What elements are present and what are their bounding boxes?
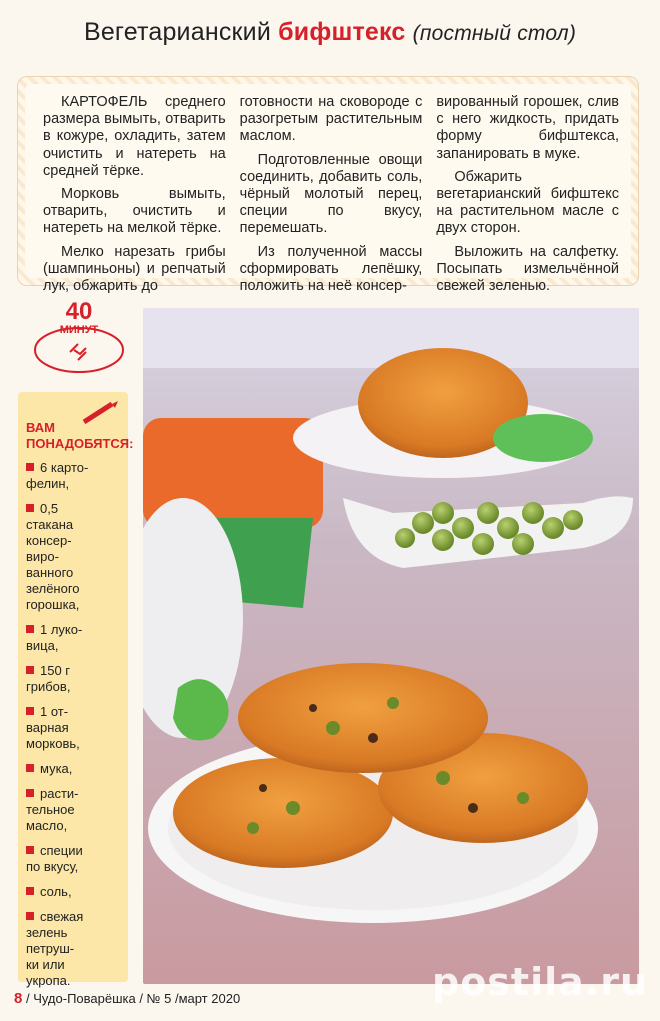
title-main: Вегетарианский <box>83 18 271 46</box>
bullet-square-icon <box>26 789 34 797</box>
recipe-column-3 <box>436 94 620 295</box>
magazine-info: / Чудо-Поварёшка / № 5 /март 2020 <box>25 991 241 1006</box>
cooking-time-badge <box>24 300 134 380</box>
title-accent: бифштекс <box>278 18 406 46</box>
bullet-square-icon <box>26 463 34 471</box>
recipe-paragraph: КАРТОФЕЛЬ среднего размера вымыть, отварить в кожуре, охладить, затем очистить и натереть на средней тёрке. <box>43 94 226 179</box>
cutlets-photo-image <box>143 308 639 984</box>
recipe-paragraph: Подготовленные овощи соединить, добавить соль, чёрный молотый перец, специи по вкусу, перемешать. <box>239 151 423 237</box>
ingredient-item: 0,5 стакана консер- виро- ванного зелёного горошка, <box>26 501 80 612</box>
recipe-paragraph: Обжарить вегетарианский бифштекс на растительном масле с двух сторон. <box>436 168 620 237</box>
ingredient-item: соль, <box>26 884 128 900</box>
watermark: postila.ru <box>432 960 649 1004</box>
ingredient-item: 150 г грибов, <box>26 663 71 694</box>
ingredient-item: 6 карто- фелин, <box>26 460 89 491</box>
bullet-square-icon <box>26 912 34 920</box>
page-title <box>0 18 660 47</box>
bullet-square-icon <box>26 764 34 772</box>
recipe-paragraph: Морковь вымыть, отварить, очистить и натереть на мелкой тёрке. <box>43 186 226 237</box>
ingredient-item: мука, <box>26 761 128 777</box>
ingredient-item: 1 от- варная морковь, <box>26 704 80 751</box>
clock-arc-icon <box>30 320 128 376</box>
recipe-paragraph: готовности на сковороде с разогретым растительным маслом. <box>239 94 423 145</box>
bullet-square-icon <box>26 666 34 674</box>
ingredients-panel <box>18 392 134 988</box>
bullet-square-icon <box>26 846 34 854</box>
bullet-square-icon <box>26 625 34 633</box>
bullet-square-icon <box>26 887 34 895</box>
bullet-square-icon <box>26 707 34 715</box>
ingredient-item: специи по вкусу, <box>26 843 83 874</box>
recipe-paragraph: Мелко нарезать грибы (шампиньоны) и репчатый лук, обжарить до <box>43 243 226 295</box>
ingredients-heading: ВАМ ПОНАДОБЯТСЯ: <box>26 420 134 451</box>
recipe-paragraph: вированный горошек, слив с него жидкость, придать форму бифштекса, запанировать в муке. <box>436 94 620 162</box>
recipe-instructions-box <box>17 76 639 295</box>
cooking-time-unit: МИНУТ <box>59 324 99 336</box>
ingredients-list <box>18 460 128 989</box>
page-number: 8 <box>14 990 23 1007</box>
title-note: (постный стол) <box>412 22 577 45</box>
recipe-column-1 <box>43 94 226 295</box>
food-photo <box>143 308 639 984</box>
ingredient-item: 1 луко- вица, <box>26 622 83 653</box>
ingredient-item: расти- тельное масло, <box>26 786 79 833</box>
bullet-square-icon <box>26 504 34 512</box>
cooking-time-value: 40 <box>65 298 93 325</box>
pencil-icon <box>80 400 120 426</box>
recipe-paragraph: Выложить на салфетку. Посыпать измельчённой свежей зеленью. <box>436 243 620 295</box>
page-footer <box>14 990 240 1007</box>
recipe-column-2 <box>239 94 423 295</box>
ingredient-item: свежая зелень петруш- ки или укропа. <box>26 909 84 988</box>
recipe-paragraph: Из полученной массы сформировать лепёшку, положить на неё консер- <box>239 243 423 295</box>
